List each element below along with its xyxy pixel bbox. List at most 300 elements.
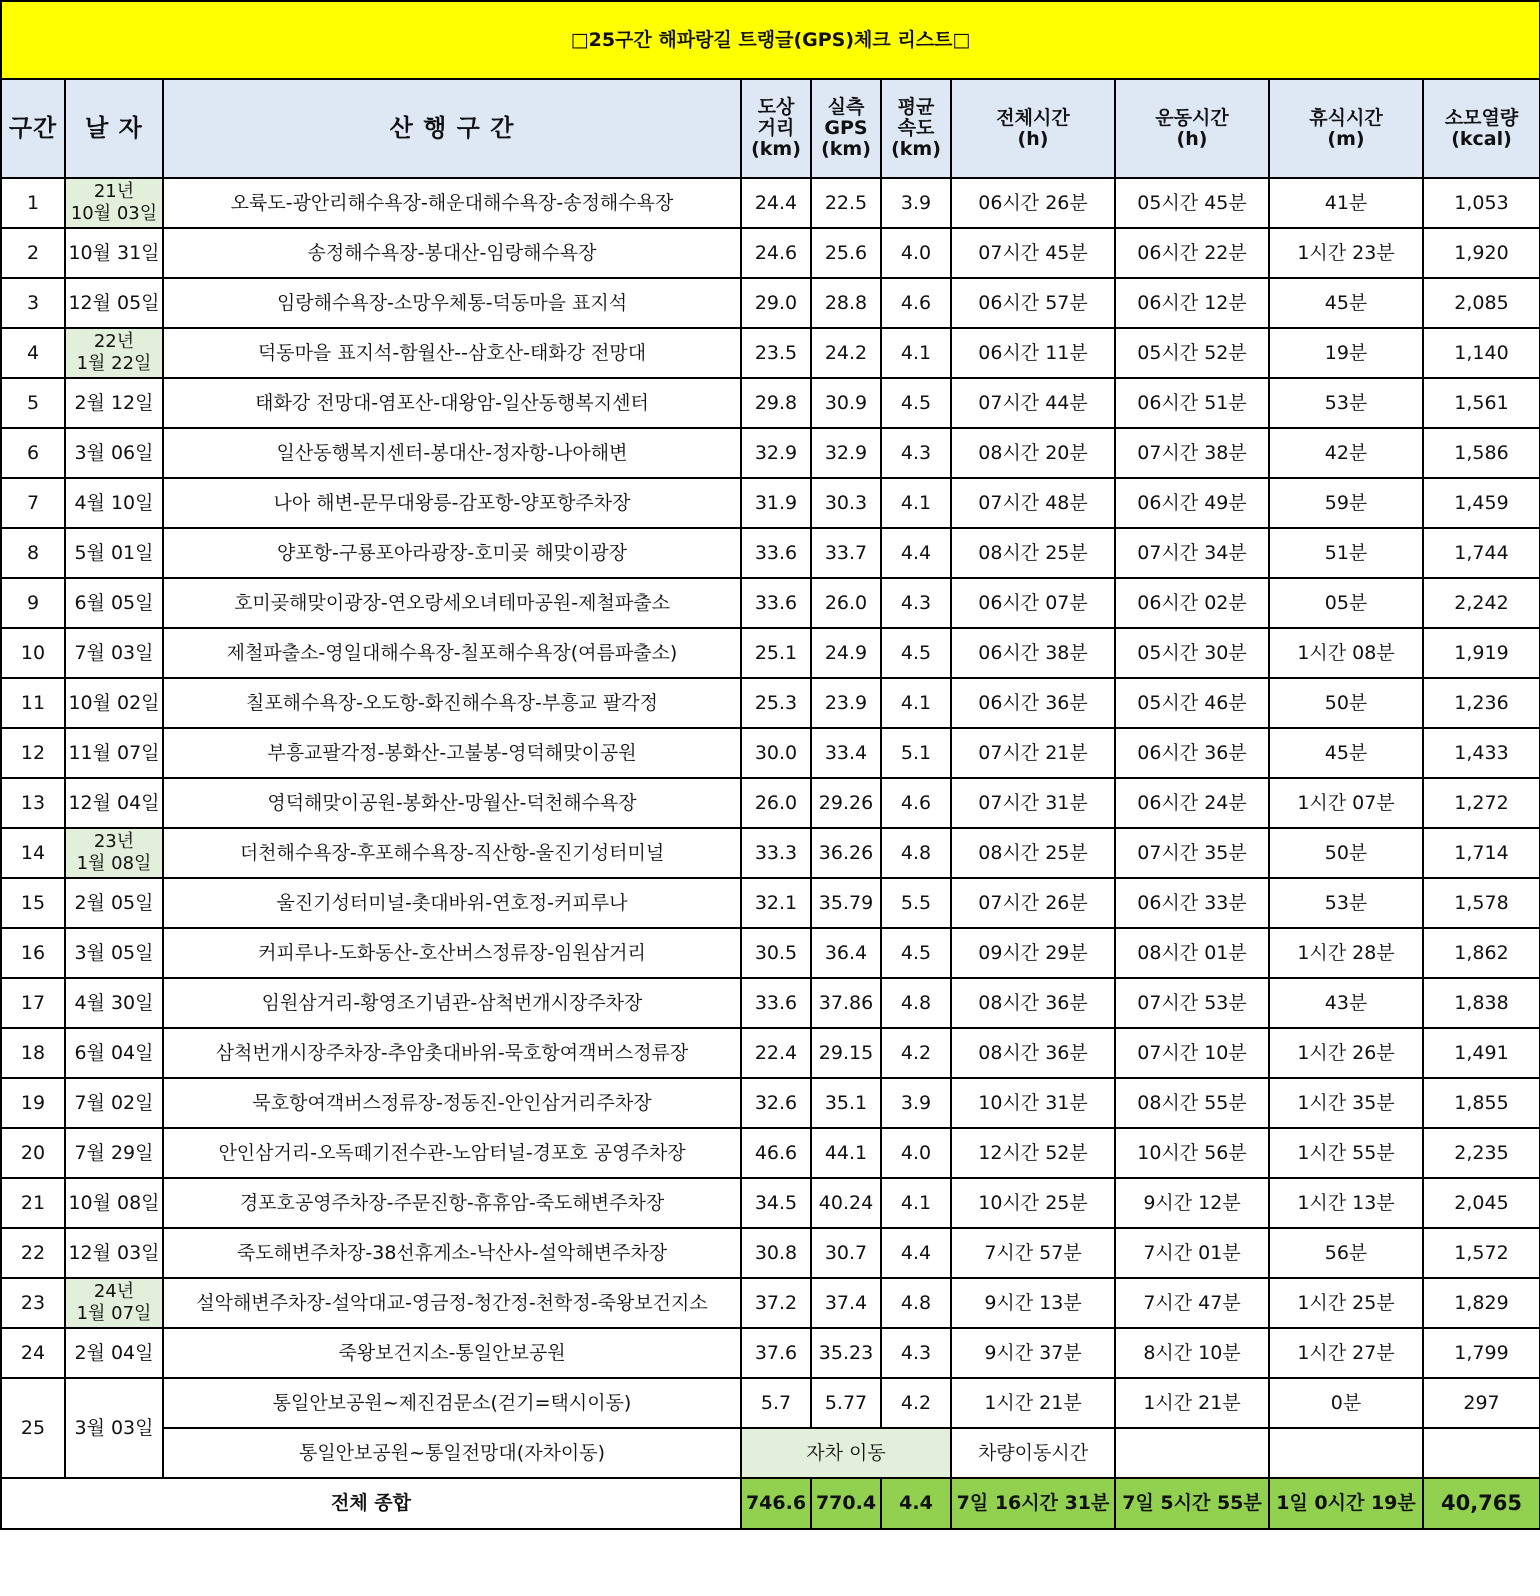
cell-section: 10	[1, 628, 65, 678]
cell-map-distance: 33.6	[741, 578, 811, 628]
cell-rest-time: 53분	[1269, 878, 1423, 928]
cell-section: 25	[1, 1378, 65, 1478]
table-row	[1, 1078, 1540, 1128]
cell-map-distance: 34.5	[741, 1178, 811, 1228]
table-row	[1, 578, 1540, 628]
cell-route: 울진기성터미널-촛대바위-연호정-커피루나	[163, 878, 741, 928]
cell-date-year: 22년	[93, 330, 135, 352]
cell-total-time: 06시간 07분	[951, 578, 1115, 628]
table-row	[1, 1278, 1540, 1328]
totals-moving-time: 7일 5시간 55분	[1115, 1478, 1269, 1529]
cell-section: 14	[1, 828, 65, 878]
cell-map-distance: 5.7	[741, 1378, 811, 1428]
cell-calories: 1,862	[1423, 928, 1540, 978]
header-moving-time-line: (h)	[1176, 127, 1208, 150]
cell-moving-time: 06시간 51분	[1115, 378, 1269, 428]
cell-rest-time: 1시간 35분	[1269, 1078, 1423, 1128]
cell-route: 죽도해변주차장-38선휴게소-낙산사-설악해변주차장	[163, 1228, 741, 1278]
cell-map-distance: 46.6	[741, 1128, 811, 1178]
table-row-last-b	[1, 1428, 1540, 1478]
cell-section: 15	[1, 878, 65, 928]
totals-gps-distance: 770.4	[811, 1478, 881, 1529]
table-row	[1, 728, 1540, 778]
table-row	[1, 828, 1540, 878]
cell-section: 24	[1, 1328, 65, 1378]
cell-total-time: 08시간 25분	[951, 528, 1115, 578]
cell-date: 2월 05일	[65, 878, 163, 928]
cell-route: 태화강 전망대-염포산-대왕암-일산동행복지센터	[163, 378, 741, 428]
cell-route: 양포항-구룡포아라광장-호미곶 해맞이광장	[163, 528, 741, 578]
cell-calories: 1,920	[1423, 228, 1540, 278]
header-calories-line: (kcal)	[1451, 127, 1512, 150]
cell-moving-time: 06시간 24분	[1115, 778, 1269, 828]
cell-route: 설악해변주차장-설악대교-영금정-청간정-천학정-죽왕보건지소	[163, 1278, 741, 1328]
cell-total-time: 10시간 31분	[951, 1078, 1115, 1128]
header-moving-time	[1115, 79, 1269, 178]
cell-total-time: 12시간 52분	[951, 1128, 1115, 1178]
cell-moving-time: 05시간 46분	[1115, 678, 1269, 728]
cell-section: 23	[1, 1278, 65, 1328]
cell-rest-time: 0분	[1269, 1378, 1423, 1428]
cell-section: 4	[1, 328, 65, 378]
cell-calories: 297	[1423, 1378, 1540, 1428]
cell-total-time: 07시간 48분	[951, 478, 1115, 528]
cell-route: 통일안보공원~제진검문소(걷기=택시이동)	[163, 1378, 741, 1428]
cell-calories: 2,235	[1423, 1128, 1540, 1178]
cell-section: 19	[1, 1078, 65, 1128]
cell-date: 3월 05일	[65, 928, 163, 978]
cell-total-time: 9시간 13분	[951, 1278, 1115, 1328]
cell-gps-distance: 33.4	[811, 728, 881, 778]
totals-rest-time: 1일 0시간 19분	[1269, 1478, 1423, 1529]
header-total-time	[951, 79, 1115, 178]
cell-gps-distance: 30.9	[811, 378, 881, 428]
cell-route: 더천해수욕장-후포해수욕장-직산항-울진기성터미널	[163, 828, 741, 878]
cell-map-distance: 32.1	[741, 878, 811, 928]
cell-total-time: 06시간 36분	[951, 678, 1115, 728]
cell-avg-speed: 4.3	[881, 578, 951, 628]
cell-total-time: 07시간 31분	[951, 778, 1115, 828]
cell-gps-distance: 24.2	[811, 328, 881, 378]
cell-moving-time: 7시간 01분	[1115, 1228, 1269, 1278]
cell-avg-speed: 4.0	[881, 1128, 951, 1178]
cell-calories: 2,085	[1423, 278, 1540, 328]
cell-rest-time: 1시간 23분	[1269, 228, 1423, 278]
cell-calories: 1,838	[1423, 978, 1540, 1028]
cell-moving-time: 06시간 12분	[1115, 278, 1269, 328]
cell-gps-distance: 30.3	[811, 478, 881, 528]
cell-calories: 1,140	[1423, 328, 1540, 378]
cell-calories: 1,919	[1423, 628, 1540, 678]
cell-moving-time: 07시간 53분	[1115, 978, 1269, 1028]
table-row	[1, 178, 1540, 228]
header-total-time-line: (h)	[1017, 127, 1049, 150]
cell-map-distance: 26.0	[741, 778, 811, 828]
cell-map-distance: 29.0	[741, 278, 811, 328]
cell-calories: 1,053	[1423, 178, 1540, 228]
cell-section: 18	[1, 1028, 65, 1078]
cell-route: 통일안보공원~통일전망대(자차이동)	[163, 1428, 741, 1478]
cell-date-day: 1월 07일	[76, 1303, 152, 1324]
cell-route: 삼척번개시장주차장-추암촛대바위-묵호항여객버스정류장	[163, 1028, 741, 1078]
cell-total-time: 1시간 21분	[951, 1378, 1115, 1428]
cell-moving-time: 8시간 10분	[1115, 1328, 1269, 1378]
cell-route: 죽왕보건지소-통일안보공원	[163, 1328, 741, 1378]
cell-section: 5	[1, 378, 65, 428]
cell-avg-speed: 4.1	[881, 478, 951, 528]
cell-moving-time: 7시간 47분	[1115, 1278, 1269, 1328]
cell-avg-speed: 4.8	[881, 978, 951, 1028]
cell-rest-time: 42분	[1269, 428, 1423, 478]
cell-route: 임랑해수욕장-소망우체통-덕동마을 표지석	[163, 278, 741, 328]
cell-avg-speed: 5.5	[881, 878, 951, 928]
cell-empty	[1423, 1428, 1540, 1478]
cell-total-time: 08시간 36분	[951, 1028, 1115, 1078]
cell-calories: 1,572	[1423, 1228, 1540, 1278]
cell-total-time: 7시간 57분	[951, 1228, 1115, 1278]
cell-date	[65, 178, 163, 228]
cell-total-time: 08시간 20분	[951, 428, 1115, 478]
cell-rest-time: 05분	[1269, 578, 1423, 628]
totals-map-distance: 746.6	[741, 1478, 811, 1529]
cell-total-time: 07시간 44분	[951, 378, 1115, 428]
cell-avg-speed: 3.9	[881, 178, 951, 228]
cell-total-time: 9시간 37분	[951, 1328, 1115, 1378]
table-row	[1, 528, 1540, 578]
cell-date: 2월 04일	[65, 1328, 163, 1378]
totals-total-time: 7일 16시간 31분	[951, 1478, 1115, 1529]
cell-route: 커피루나-도화동산-호산버스정류장-임원삼거리	[163, 928, 741, 978]
cell-route: 안인삼거리-오독떼기전수관-노암터널-경포호 공영주차장	[163, 1128, 741, 1178]
cell-map-distance: 24.4	[741, 178, 811, 228]
table-row	[1, 1228, 1540, 1278]
table-row	[1, 428, 1540, 478]
cell-moving-time: 06시간 49분	[1115, 478, 1269, 528]
cell-avg-speed: 4.0	[881, 228, 951, 278]
cell-date	[65, 328, 163, 378]
cell-rest-time: 50분	[1269, 828, 1423, 878]
cell-total-time: 07시간 45분	[951, 228, 1115, 278]
cell-calories: 1,272	[1423, 778, 1540, 828]
cell-total-time: 10시간 25분	[951, 1178, 1115, 1228]
cell-route: 영덕해맞이공원-봉화산-망월산-덕천해수욕장	[163, 778, 741, 828]
cell-rest-time: 1시간 26분	[1269, 1028, 1423, 1078]
cell-gps-distance: 5.77	[811, 1378, 881, 1428]
cell-gps-distance: 29.15	[811, 1028, 881, 1078]
cell-route: 임원삼거리-황영조기념관-삼척번개시장주차장	[163, 978, 741, 1028]
cell-date: 3월 06일	[65, 428, 163, 478]
cell-avg-speed: 4.1	[881, 328, 951, 378]
table-row-last-a	[1, 1378, 1540, 1428]
cell-total-time: 09시간 29분	[951, 928, 1115, 978]
cell-map-distance: 31.9	[741, 478, 811, 528]
cell-date: 6월 04일	[65, 1028, 163, 1078]
cell-gps-distance: 36.4	[811, 928, 881, 978]
cell-gps-distance: 22.5	[811, 178, 881, 228]
cell-gps-distance: 37.86	[811, 978, 881, 1028]
cell-map-distance: 24.6	[741, 228, 811, 278]
header-route: 산 행 구 간	[163, 79, 741, 178]
cell-rest-time: 1시간 08분	[1269, 628, 1423, 678]
table-row	[1, 328, 1540, 378]
cell-avg-speed: 4.2	[881, 1028, 951, 1078]
cell-avg-speed: 4.5	[881, 628, 951, 678]
cell-calories: 2,242	[1423, 578, 1540, 628]
cell-map-distance: 37.6	[741, 1328, 811, 1378]
header-map-distance-line: 도상	[757, 96, 795, 119]
header-gps-distance	[811, 79, 881, 178]
cell-calories: 1,714	[1423, 828, 1540, 878]
table-row	[1, 878, 1540, 928]
header-avg-speed-line: (km)	[891, 137, 941, 160]
cell-total-time: 07시간 21분	[951, 728, 1115, 778]
cell-date: 12월 04일	[65, 778, 163, 828]
totals-calories: 40,765	[1423, 1478, 1540, 1529]
cell-rest-time: 41분	[1269, 178, 1423, 228]
cell-route: 덕동마을 표지석-함월산--삼호산-태화강 전망대	[163, 328, 741, 378]
cell-moving-time: 05시간 45분	[1115, 178, 1269, 228]
header-section: 구간	[1, 79, 65, 178]
cell-avg-speed: 4.6	[881, 278, 951, 328]
cell-date: 10월 31일	[65, 228, 163, 278]
cell-gps-distance: 32.9	[811, 428, 881, 478]
cell-avg-speed: 4.3	[881, 1328, 951, 1378]
cell-calories: 1,744	[1423, 528, 1540, 578]
cell-section: 11	[1, 678, 65, 728]
cell-map-distance: 30.5	[741, 928, 811, 978]
table-row	[1, 1028, 1540, 1078]
cell-calories: 1,561	[1423, 378, 1540, 428]
cell-map-distance: 23.5	[741, 328, 811, 378]
cell-section: 22	[1, 1228, 65, 1278]
cell-map-distance: 22.4	[741, 1028, 811, 1078]
cell-date: 5월 01일	[65, 528, 163, 578]
cell-calories: 1,459	[1423, 478, 1540, 528]
cell-avg-speed: 4.3	[881, 428, 951, 478]
cell-date	[65, 1278, 163, 1328]
cell-section: 8	[1, 528, 65, 578]
cell-moving-time: 06시간 22분	[1115, 228, 1269, 278]
cell-section: 7	[1, 478, 65, 528]
cell-section: 13	[1, 778, 65, 828]
cell-total-time: 07시간 26분	[951, 878, 1115, 928]
header-total-time-line: 전체시간	[996, 106, 1070, 129]
cell-date-year: 21년	[93, 180, 135, 202]
cell-section: 3	[1, 278, 65, 328]
cell-date: 7월 03일	[65, 628, 163, 678]
cell-empty	[1269, 1428, 1423, 1478]
cell-rest-time: 19분	[1269, 328, 1423, 378]
cell-car-move-note: 자차 이동	[741, 1428, 951, 1478]
cell-route: 송정해수욕장-봉대산-임랑해수욕장	[163, 228, 741, 278]
cell-total-time: 06시간 57분	[951, 278, 1115, 328]
cell-date: 7월 02일	[65, 1078, 163, 1128]
cell-moving-time: 05시간 52분	[1115, 328, 1269, 378]
header-gps-distance-line: (km)	[821, 137, 871, 160]
cell-avg-speed: 4.6	[881, 778, 951, 828]
cell-gps-distance: 40.24	[811, 1178, 881, 1228]
cell-map-distance: 30.0	[741, 728, 811, 778]
cell-section: 6	[1, 428, 65, 478]
cell-gps-distance: 23.9	[811, 678, 881, 728]
cell-gps-distance: 24.9	[811, 628, 881, 678]
cell-map-distance: 33.6	[741, 978, 811, 1028]
cell-gps-distance: 29.26	[811, 778, 881, 828]
cell-route: 부흥교팔각정-봉화산-고불봉-영덕해맞이공원	[163, 728, 741, 778]
cell-date-year: 24년	[93, 1280, 135, 1302]
cell-section: 16	[1, 928, 65, 978]
table-row	[1, 1128, 1540, 1178]
cell-rest-time: 45분	[1269, 728, 1423, 778]
cell-calories: 1,855	[1423, 1078, 1540, 1128]
cell-gps-distance: 44.1	[811, 1128, 881, 1178]
cell-date: 11월 07일	[65, 728, 163, 778]
cell-moving-time: 06시간 02분	[1115, 578, 1269, 628]
cell-moving-time: 9시간 12분	[1115, 1178, 1269, 1228]
cell-calories: 1,433	[1423, 728, 1540, 778]
cell-avg-speed: 4.5	[881, 378, 951, 428]
cell-date: 4월 10일	[65, 478, 163, 528]
cell-date-year: 23년	[93, 830, 135, 852]
table-row	[1, 928, 1540, 978]
cell-rest-time: 53분	[1269, 378, 1423, 428]
header-map-distance	[741, 79, 811, 178]
cell-map-distance: 29.8	[741, 378, 811, 428]
cell-rest-time: 1시간 28분	[1269, 928, 1423, 978]
cell-rest-time: 59분	[1269, 478, 1423, 528]
cell-moving-time: 07시간 34분	[1115, 528, 1269, 578]
cell-date: 10월 02일	[65, 678, 163, 728]
cell-date: 12월 05일	[65, 278, 163, 328]
cell-avg-speed: 4.8	[881, 828, 951, 878]
cell-calories: 1,799	[1423, 1328, 1540, 1378]
header-avg-speed	[881, 79, 951, 178]
cell-rest-time: 43분	[1269, 978, 1423, 1028]
table-row	[1, 228, 1540, 278]
table-row	[1, 478, 1540, 528]
cell-gps-distance: 35.79	[811, 878, 881, 928]
cell-avg-speed: 4.8	[881, 1278, 951, 1328]
cell-date: 7월 29일	[65, 1128, 163, 1178]
cell-moving-time: 1시간 21분	[1115, 1378, 1269, 1428]
header-avg-speed-line: 속도	[897, 117, 935, 140]
cell-gps-distance: 37.4	[811, 1278, 881, 1328]
header-gps-distance-line: GPS	[824, 117, 868, 140]
cell-moving-time: 08시간 01분	[1115, 928, 1269, 978]
header-map-distance-line: 거리	[757, 117, 795, 140]
table-row	[1, 1328, 1540, 1378]
cell-gps-distance: 26.0	[811, 578, 881, 628]
cell-rest-time: 1시간 13분	[1269, 1178, 1423, 1228]
cell-section: 1	[1, 178, 65, 228]
header-calories	[1423, 79, 1540, 178]
cell-route: 경포호공영주차장-주문진항-휴휴암-죽도해변주차장	[163, 1178, 741, 1228]
cell-calories: 1,491	[1423, 1028, 1540, 1078]
cell-total-time: 06시간 11분	[951, 328, 1115, 378]
header-rest-time-line: 휴식시간	[1309, 106, 1383, 129]
cell-rest-time: 56분	[1269, 1228, 1423, 1278]
cell-rest-time: 45분	[1269, 278, 1423, 328]
cell-section: 9	[1, 578, 65, 628]
cell-avg-speed: 4.4	[881, 1228, 951, 1278]
cell-route: 일산동행복지센터-봉대산-정자항-나아해변	[163, 428, 741, 478]
cell-date-day: 10월 03일	[70, 203, 158, 224]
cell-gps-distance: 30.7	[811, 1228, 881, 1278]
cell-rest-time: 51분	[1269, 528, 1423, 578]
cell-calories: 1,586	[1423, 428, 1540, 478]
cell-section: 12	[1, 728, 65, 778]
cell-avg-speed: 3.9	[881, 1078, 951, 1128]
table-row	[1, 778, 1540, 828]
table-row	[1, 678, 1540, 728]
cell-route: 호미곶해맞이광장-연오랑세오녀테마공원-제철파출소	[163, 578, 741, 628]
cell-avg-speed: 4.5	[881, 928, 951, 978]
cell-rest-time: 1시간 07분	[1269, 778, 1423, 828]
cell-gps-distance: 35.23	[811, 1328, 881, 1378]
cell-section: 20	[1, 1128, 65, 1178]
cell-total-time: 08시간 25분	[951, 828, 1115, 878]
cell-rest-time: 1시간 55분	[1269, 1128, 1423, 1178]
cell-date: 6월 05일	[65, 578, 163, 628]
cell-moving-time: 06시간 33분	[1115, 878, 1269, 928]
cell-moving-time: 07시간 35분	[1115, 828, 1269, 878]
header-date: 날 자	[65, 79, 163, 178]
cell-empty	[1115, 1428, 1269, 1478]
cell-map-distance: 33.6	[741, 528, 811, 578]
cell-map-distance: 32.9	[741, 428, 811, 478]
cell-route: 나아 해변-문무대왕릉-감포항-양포항주차장	[163, 478, 741, 528]
cell-calories: 1,829	[1423, 1278, 1540, 1328]
cell-date-day: 1월 08일	[76, 853, 152, 874]
cell-moving-time: 06시간 36분	[1115, 728, 1269, 778]
header-calories-line: 소모열량	[1444, 106, 1519, 129]
table-row	[1, 1178, 1540, 1228]
cell-avg-speed: 5.1	[881, 728, 951, 778]
cell-route: 오륙도-광안리해수욕장-해운대해수욕장-송정해수욕장	[163, 178, 741, 228]
cell-route: 칠포해수욕장-오도항-화진해수욕장-부흥교 팔각정	[163, 678, 741, 728]
cell-date: 3월 03일	[65, 1378, 163, 1478]
cell-map-distance: 32.6	[741, 1078, 811, 1128]
cell-gps-distance: 28.8	[811, 278, 881, 328]
cell-gps-distance: 36.26	[811, 828, 881, 878]
cell-date	[65, 828, 163, 878]
cell-calories: 2,045	[1423, 1178, 1540, 1228]
cell-moving-time: 07시간 10분	[1115, 1028, 1269, 1078]
cell-section: 21	[1, 1178, 65, 1228]
totals-avg-speed: 4.4	[881, 1478, 951, 1529]
cell-car-time-note: 차량이동시간	[951, 1428, 1115, 1478]
cell-map-distance: 37.2	[741, 1278, 811, 1328]
cell-gps-distance: 33.7	[811, 528, 881, 578]
table-row	[1, 378, 1540, 428]
cell-calories: 1,578	[1423, 878, 1540, 928]
header-gps-distance-line: 실측	[827, 96, 865, 119]
cell-date: 2월 12일	[65, 378, 163, 428]
cell-rest-time: 1시간 27분	[1269, 1328, 1423, 1378]
cell-calories: 1,236	[1423, 678, 1540, 728]
cell-date: 10월 08일	[65, 1178, 163, 1228]
cell-map-distance: 25.3	[741, 678, 811, 728]
table-row	[1, 628, 1540, 678]
cell-route: 제철파출소-영일대해수욕장-칠포해수욕장(여름파출소)	[163, 628, 741, 678]
cell-section: 2	[1, 228, 65, 278]
table-row	[1, 978, 1540, 1028]
table-row	[1, 278, 1540, 328]
cell-total-time: 06시간 38분	[951, 628, 1115, 678]
cell-gps-distance: 25.6	[811, 228, 881, 278]
cell-moving-time: 05시간 30분	[1115, 628, 1269, 678]
cell-total-time: 08시간 36분	[951, 978, 1115, 1028]
